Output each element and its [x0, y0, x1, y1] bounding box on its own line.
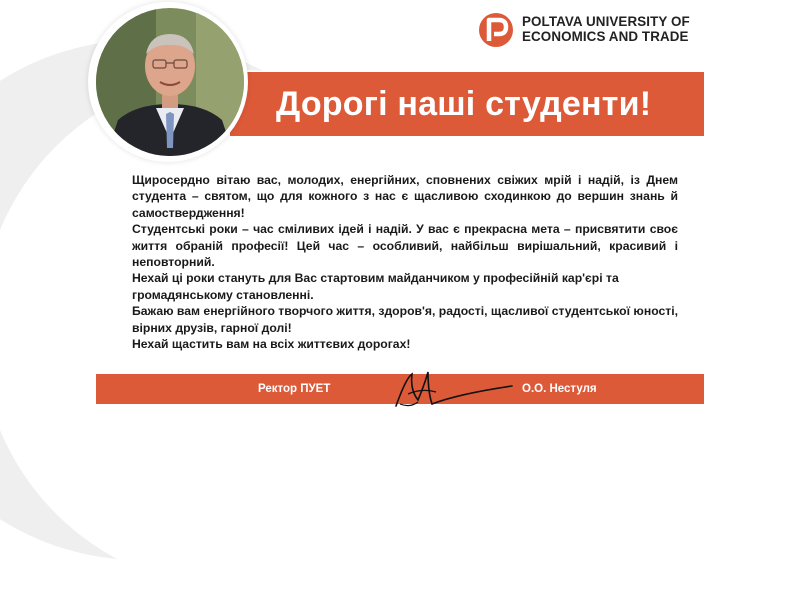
- page-title: Дорогі наші студенти!: [276, 85, 652, 123]
- university-name: POLTAVA UNIVERSITY OF ECONOMICS AND TRADE: [522, 14, 690, 44]
- portrait-illustration: [96, 8, 244, 156]
- letter-paragraph: Щиросердно вітаю вас, молодих, енергійних, сповнених свіжих мрій і надій, із Днем студента – святом, що для кожного з нас є щасливою сходинкою до вершин знань й самоствердження!: [132, 173, 678, 220]
- rector-portrait: [96, 8, 244, 156]
- letter-paragraph: Нехай ці роки стануть для Вас стартовим майданчиком у професійній кар'єрі та громадянському становленні.: [132, 271, 619, 302]
- letter-body: [132, 172, 678, 352]
- university-logo-icon: [478, 12, 514, 48]
- handwritten-signature: [388, 364, 518, 412]
- signatory-name: О.О. Нестуля: [522, 383, 597, 395]
- signatory-position: Ректор ПУЕТ: [258, 383, 331, 395]
- letter-paragraph: Бажаю вам енергійного творчого життя, здоров'я, радості, щасливої студентської юності, вірних друзів, гарної долі!: [132, 304, 678, 335]
- puet-logo-icon: [478, 12, 514, 48]
- letter-paragraph: Нехай щастить вам на всіх життєвих дорогах!: [132, 337, 411, 352]
- letter-paragraph: Студентські роки – час сміливих ідей і надій. У вас є прекрасна мета – присвятити своє життя обраній професії! Цей час – особливий, найбільш вирішальний, красивий і неповторний.: [132, 222, 678, 270]
- signature-icon: [388, 364, 518, 412]
